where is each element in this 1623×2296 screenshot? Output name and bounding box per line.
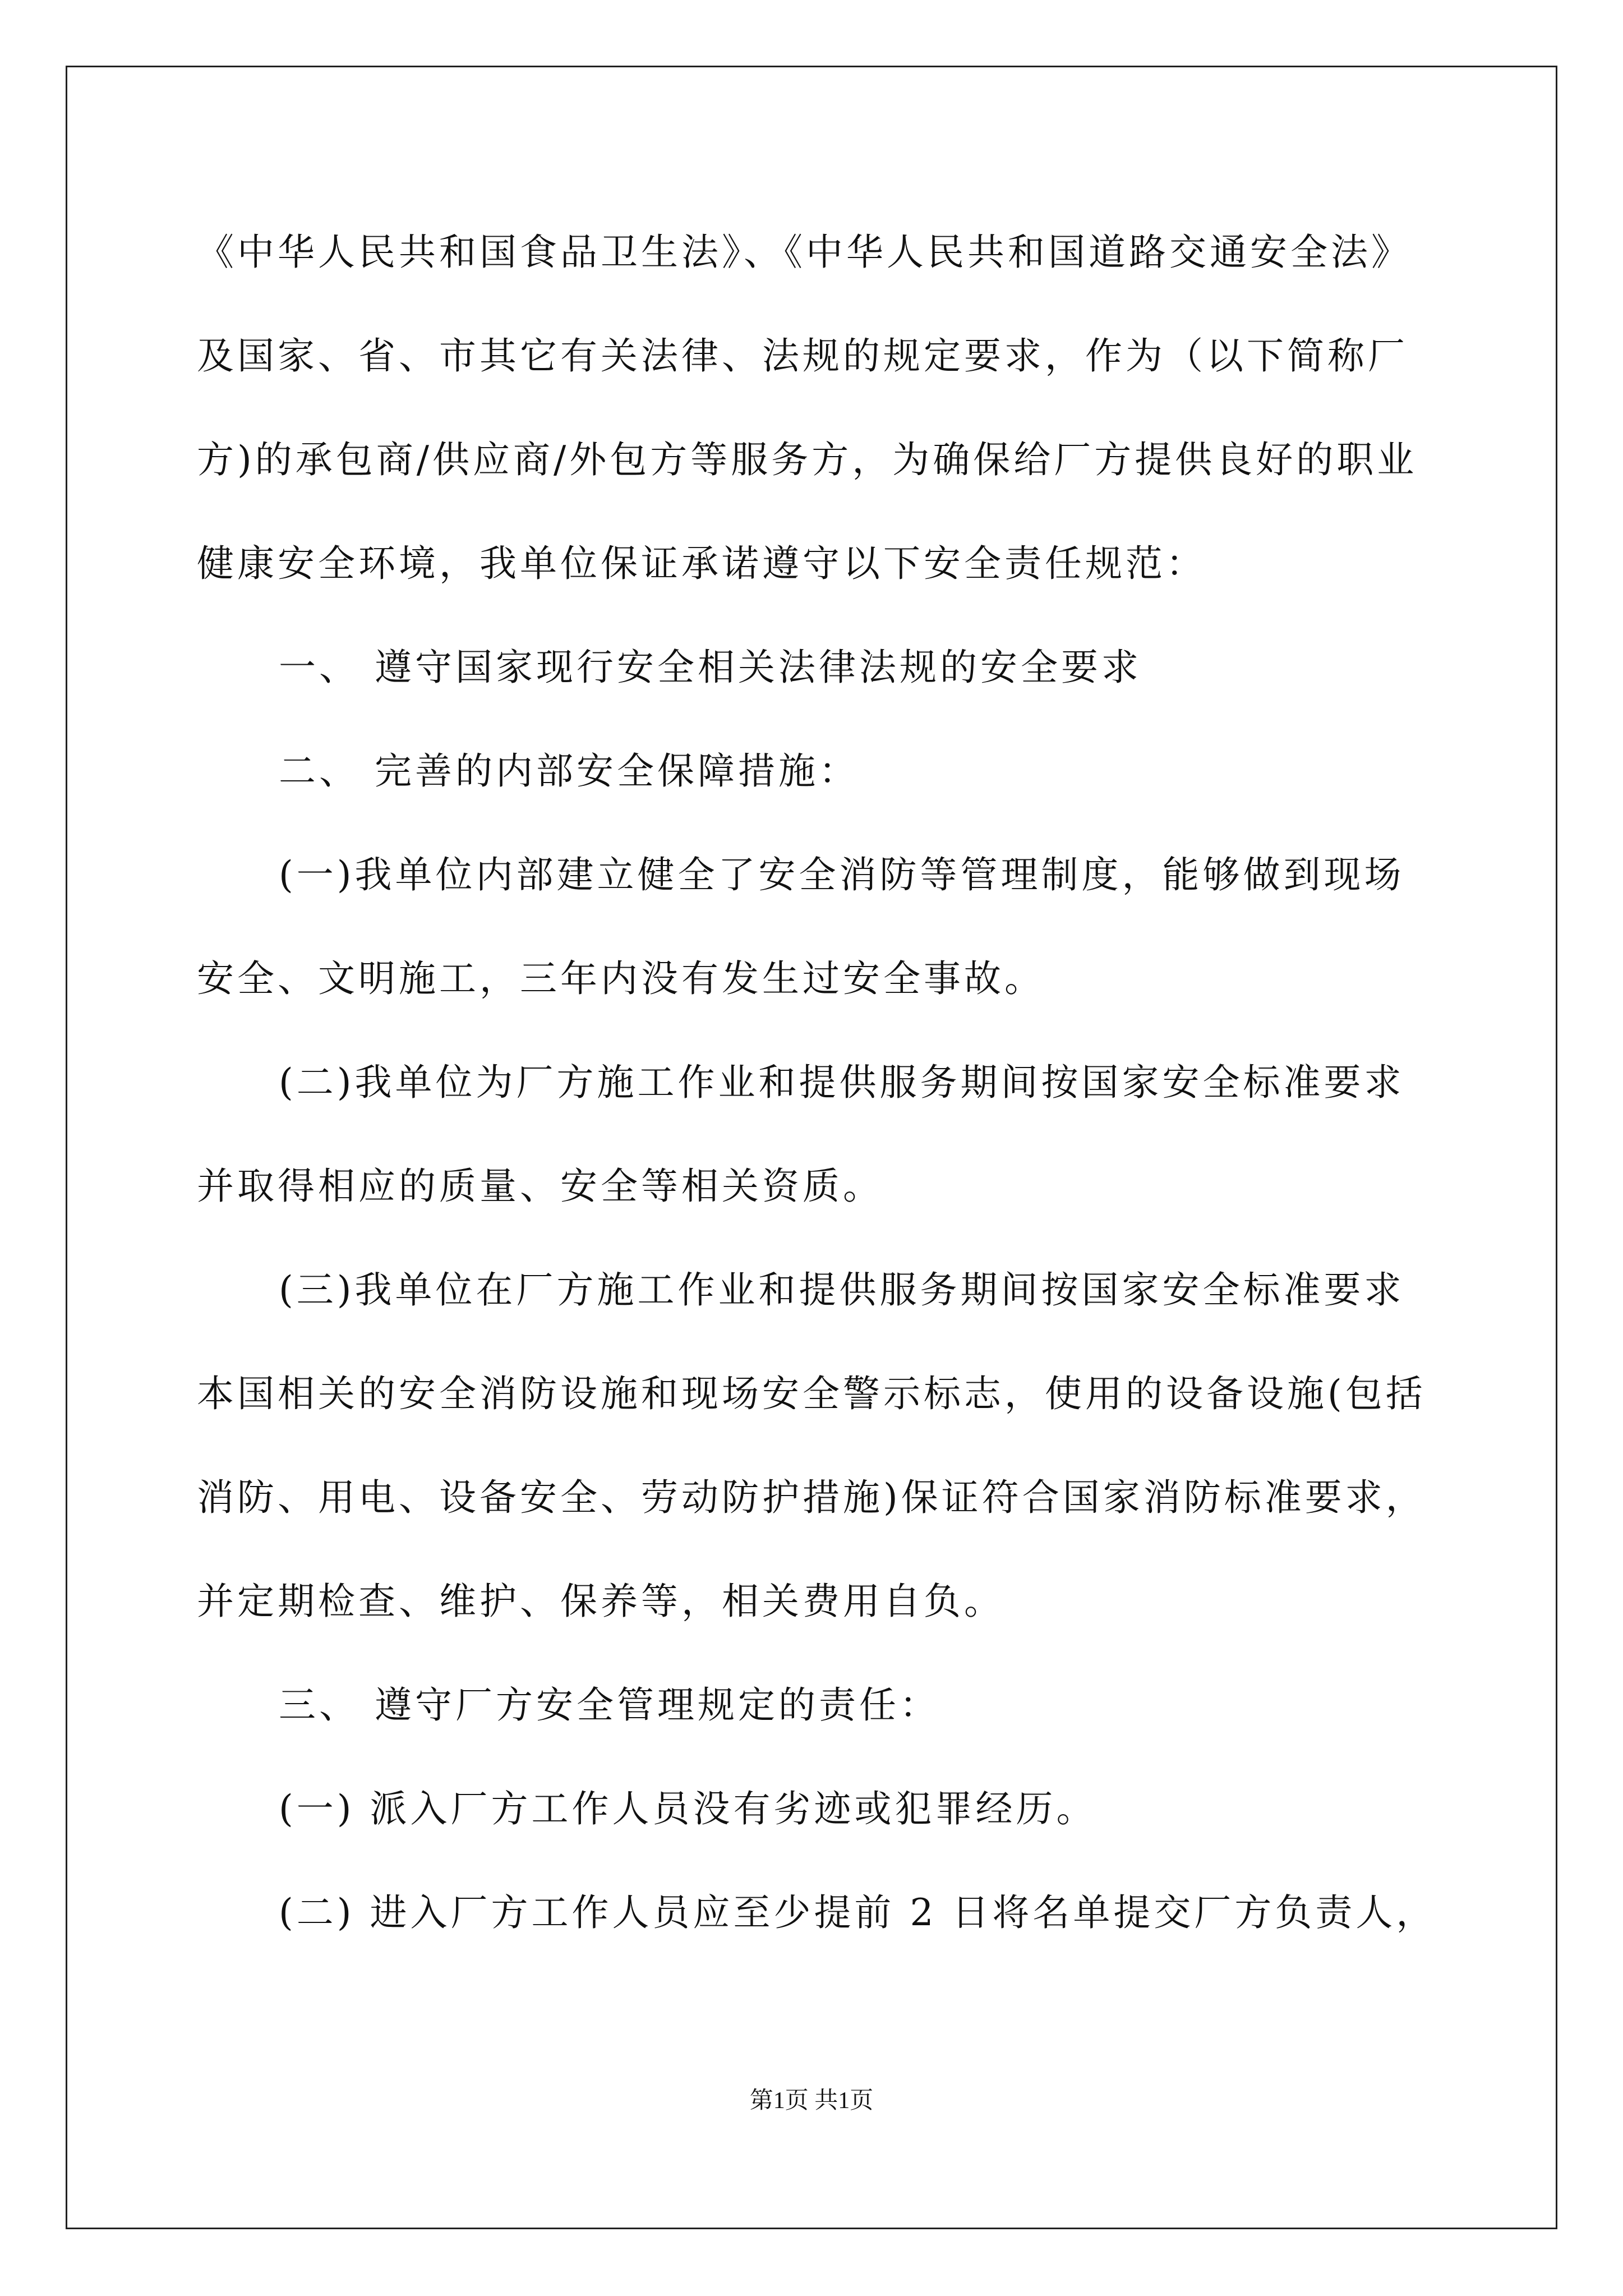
text-line: 安全、文明施工，三年内没有发生过安全事故。	[197, 957, 1045, 1000]
document-body	[197, 216, 1504, 1980]
text-line: (一) 派入厂方工作人员没有劣迹或犯罪经历。	[279, 1787, 1097, 1830]
text-line: (三)我单位在厂方施工作业和提供服务期间按国家安全标准要求	[279, 1268, 1405, 1312]
text-line: 《中华人民共和国食品卫生法》、《中华人民共和国道路交通安全法》	[197, 231, 1412, 274]
text-line: 方)的承包商/供应商/外包方等服务方，为确保给厂方提供良好的职业	[197, 438, 1418, 481]
text-line: 并取得相应的质量、安全等相关资质。	[197, 1165, 883, 1208]
section-heading: 二、 完善的内部安全保障措施：	[279, 749, 859, 793]
text-line: 本国相关的安全消防设施和现场安全警示标志，使用的设备设施(包括	[197, 1372, 1426, 1415]
text-line: 消防、用电、设备安全、劳动防护措施)保证符合国家消防标准要求，	[197, 1476, 1426, 1519]
text-line: 及国家、省、市其它有关法律、法规的规定要求，作为（以下简称厂	[197, 334, 1408, 378]
text-line: (一)我单位内部建立健全了安全消防等管理制度，能够做到现场	[279, 853, 1405, 896]
text-line: (二) 进入厂方工作人员应至少提前 2 日将名单提交厂方负责人，	[279, 1891, 1437, 1934]
text-line: 健康安全环境，我单位保证承诺遵守以下安全责任规范：	[197, 542, 1206, 585]
page-number: 第1页 共1页	[749, 2088, 874, 2114]
section-heading: 一、 遵守国家现行安全相关法律法规的安全要求	[279, 646, 1142, 689]
section-heading: 三、 遵守厂方安全管理规定的责任：	[279, 1683, 940, 1727]
text-line: 并定期检查、维护、保养等，相关费用自负。	[197, 1580, 1004, 1623]
page-footer	[0, 2087, 1623, 2115]
text-line: (二)我单位为厂方施工作业和提供服务期间按国家安全标准要求	[279, 1061, 1405, 1104]
